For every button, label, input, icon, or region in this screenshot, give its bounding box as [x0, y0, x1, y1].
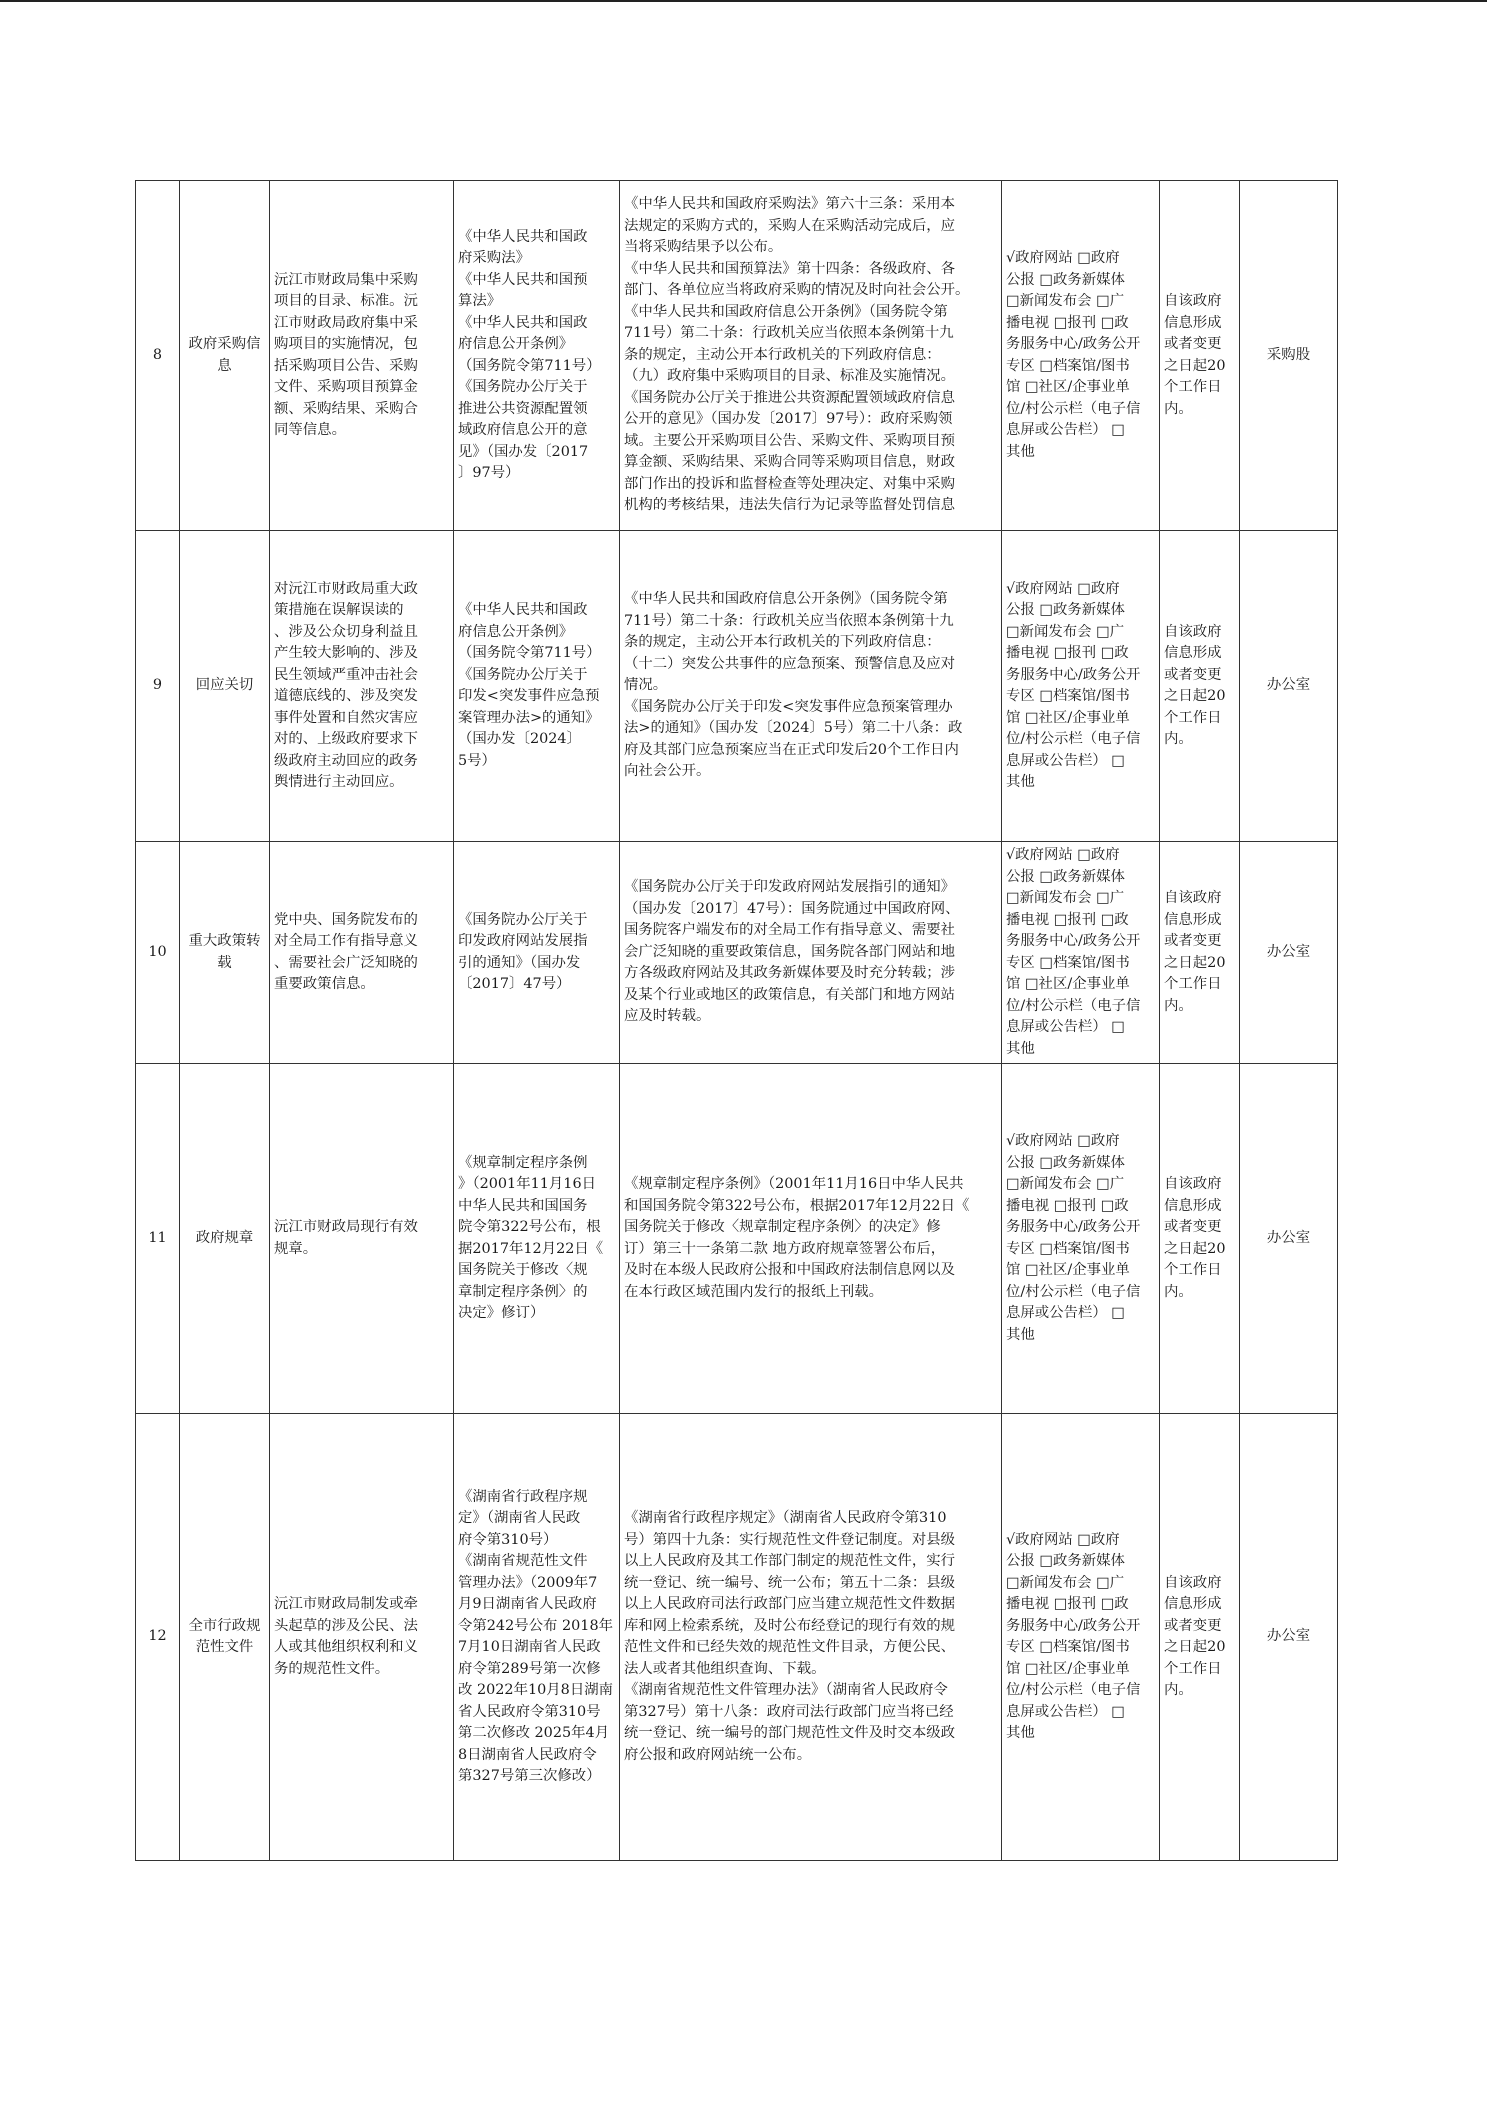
department-cell: 采购股 — [1240, 181, 1338, 531]
basis-cell: 《湖南省行政程序规 定》（湖南省人民政 府令第310号） 《湖南省规范性文件 管理办法》（2009年7 月9日湖南省人民政府 令第242号公布 2018年 7月10日湖南省人民政 府令第289号第一次修 改 2022年10月8日湖南 省人民政府令第310号 第二次修改 2025年4月 8日湖南省人民政府令 第327号第三次修改） — [454, 1414, 620, 1861]
row-number: 11 — [136, 1064, 180, 1414]
content-cell: 沅江市财政局现行有效 规章。 — [270, 1064, 454, 1414]
row-number: 12 — [136, 1414, 180, 1861]
time-limit-cell: 自该政府 信息形成 或者变更 之日起20 个工作日 内。 — [1160, 181, 1240, 531]
content-cell: 党中央、国务院发布的 对全局工作有指导意义 、需要社会广泛知晓的 重要政策信息。 — [270, 842, 454, 1064]
content-cell: 沅江市财政局集中采购 项目的目录、标准。沅 江市财政局政府集中采 购项目的实施情况，包 括采购项目公告、采购 文件、采购项目预算金 额、采购结果、采购合 同等信息。 — [270, 181, 454, 531]
category-cell: 政府规章 — [180, 1064, 270, 1414]
time-limit-cell: 自该政府 信息形成 或者变更 之日起20 个工作日 内。 — [1160, 531, 1240, 842]
department-cell: 办公室 — [1240, 1064, 1338, 1414]
category-cell: 回应关切 — [180, 531, 270, 842]
category-cell: 重大政策转 载 — [180, 842, 270, 1064]
page-top-border — [0, 0, 1487, 2]
row-number: 10 — [136, 842, 180, 1064]
channel-cell: √政府网站 □政府 公报 □政务新媒体 □新闻发布会 □广 播电视 □报刊 □政 务服务中心/政务公开 专区 □档案馆/图书 馆 □社区/企事业单 位/村公示栏（电子信 息屏或公告栏） □ 其他 — [1002, 842, 1160, 1064]
category-cell: 全市行政规 范性文件 — [180, 1414, 270, 1861]
channel-cell: √政府网站 □政府 公报 □政务新媒体 □新闻发布会 □广 播电视 □报刊 □政 务服务中心/政务公开 专区 □档案馆/图书 馆 □社区/企事业单 位/村公示栏（电子信 息屏或公告栏） □ 其他 — [1002, 181, 1160, 531]
requirement-cell: 《国务院办公厅关于印发政府网站发展指引的通知》 （国办发〔2017〕47号）：国务院通过中国政府网、 国务院客户端发布的对全局工作有指导意义、需要社 会广泛知晓的重要政策信息，国务院各部门网站和地 方各级政府网站及其政务新媒体要及时充分转载；涉 及某个行业或地区的政策信息，有关部门和地方网站 应及时转载。 — [620, 842, 1002, 1064]
channel-cell: √政府网站 □政府 公报 □政务新媒体 □新闻发布会 □广 播电视 □报刊 □政 务服务中心/政务公开 专区 □档案馆/图书 馆 □社区/企事业单 位/村公示栏（电子信 息屏或公告栏） □ 其他 — [1002, 531, 1160, 842]
requirement-cell: 《规章制定程序条例》（2001年11月16日中华人民共 和国国务院令第322号公布，根据2017年12月22日《 国务院关于修改〈规章制定程序条例〉的决定》修 订）第三十一条第二款 地方政府规章签署公布后， 及时在本级人民政府公报和中国政府法制信息网以及 在本行政区域范围内发行的报纸上刊载。 — [620, 1064, 1002, 1414]
channel-cell: √政府网站 □政府 公报 □政务新媒体 □新闻发布会 □广 播电视 □报刊 □政 务服务中心/政务公开 专区 □档案馆/图书 馆 □社区/企事业单 位/村公示栏（电子信 息屏或公告栏） □ 其他 — [1002, 1414, 1160, 1861]
department-cell: 办公室 — [1240, 1414, 1338, 1861]
row-number: 8 — [136, 181, 180, 531]
requirement-cell: 《中华人民共和国政府信息公开条例》（国务院令第 711号）第二十条：行政机关应当依照本条例第十九 条的规定，主动公开本行政机关的下列政府信息： （十二）突发公共事件的应急预案、预警信息及应对 情况。 《国务院办公厅关于印发<突发事件应急预案管理办 法>的通知》（国办发〔2024〕5号）第二十八条：政 府及其部门应急预案应当在正式印发后20个工作日内 向社会公开。 — [620, 531, 1002, 842]
disclosure-table — [135, 180, 1338, 1861]
row-number: 9 — [136, 531, 180, 842]
basis-cell: 《国务院办公厅关于 印发政府网站发展指 引的通知》（国办发 〔2017〕47号） — [454, 842, 620, 1064]
content-cell: 对沅江市财政局重大政 策措施在误解误读的 、涉及公众切身利益且 产生较大影响的、涉及 民生领域严重冲击社会 道德底线的、涉及突发 事件处置和自然灾害应 对的、上级政府要求下 级政府主动回应的政务 舆情进行主动回应。 — [270, 531, 454, 842]
basis-cell: 《中华人民共和国政 府采购法》 《中华人民共和国预 算法》 《中华人民共和国政 府信息公开条例》 （国务院令第711号） 《国务院办公厅关于 推进公共资源配置领 域政府信息公开的意 见》（国办发〔2017 〕97号） — [454, 181, 620, 531]
channel-cell: √政府网站 □政府 公报 □政务新媒体 □新闻发布会 □广 播电视 □报刊 □政 务服务中心/政务公开 专区 □档案馆/图书 馆 □社区/企事业单 位/村公示栏（电子信 息屏或公告栏） □ 其他 — [1002, 1064, 1160, 1414]
table-row — [136, 181, 1338, 531]
time-limit-cell: 自该政府 信息形成 或者变更 之日起20 个工作日 内。 — [1160, 1064, 1240, 1414]
requirement-cell: 《中华人民共和国政府采购法》第六十三条：采用本 法规定的采购方式的，采购人在采购活动完成后，应 当将采购结果予以公布。 《中华人民共和国预算法》第十四条：各级政府、各 部门、各单位应当将政府采购的情况及时向社会公开。 《中华人民共和国政府信息公开条例》（国务院令第 711号）第二十条：行政机关应当依照本条例第十九 条的规定，主动公开本行政机关的下列政府信息： （九）政府集中采购项目的目录、标准及实施情况。 《国务院办公厅关于推进公共资源配置领域政府信息 公开的意见》（国办发〔2017〕97号）：政府采购领 域。主要公开采购项目公告、采购文件、采购项目预 算金额、采购结果、采购合同等采购项目信息，财政 部门作出的投诉和监督检查等处理决定、对集中采购 机构的考核结果，违法失信行为记录等监督处罚信息 — [620, 181, 1002, 531]
time-limit-cell: 自该政府 信息形成 或者变更 之日起20 个工作日 内。 — [1160, 842, 1240, 1064]
time-limit-cell: 自该政府 信息形成 或者变更 之日起20 个工作日 内。 — [1160, 1414, 1240, 1861]
table-row — [136, 1064, 1338, 1414]
table-row — [136, 1414, 1338, 1861]
table-row — [136, 531, 1338, 842]
department-cell: 办公室 — [1240, 842, 1338, 1064]
content-cell: 沅江市财政局制发或牵 头起草的涉及公民、法 人或其他组织权利和义 务的规范性文件。 — [270, 1414, 454, 1861]
category-cell: 政府采购信 息 — [180, 181, 270, 531]
requirement-cell: 《湖南省行政程序规定》（湖南省人民政府令第310 号）第四十九条：实行规范性文件登记制度。对县级 以上人民政府及其工作部门制定的规范性文件，实行 统一登记、统一编号、统一公布；第五十二条：县级 以上人民政府司法行政部门应当建立规范性文件数据 库和网上检索系统，及时公布经登记的现行有效的规 范性文件和已经失效的规范性文件目录，方便公民、 法人或者其他组织查询、下载。 《湖南省规范性文件管理办法》（湖南省人民政府令 第327号）第十八条：政府司法行政部门应当将已经 统一登记、统一编号的部门规范性文件及时交本级政 府公报和政府网站统一公布。 — [620, 1414, 1002, 1861]
department-cell: 办公室 — [1240, 531, 1338, 842]
basis-cell: 《规章制定程序条例 》（2001年11月16日 中华人民共和国国务 院令第322号公布，根 据2017年12月22日《 国务院关于修改〈规 章制定程序条例〉的 决定》修订） — [454, 1064, 620, 1414]
table-row — [136, 842, 1338, 1064]
basis-cell: 《中华人民共和国政 府信息公开条例》 （国务院令第711号） 《国务院办公厅关于 印发<突发事件应急预 案管理办法>的通知》 （国办发〔2024〕 5号） — [454, 531, 620, 842]
